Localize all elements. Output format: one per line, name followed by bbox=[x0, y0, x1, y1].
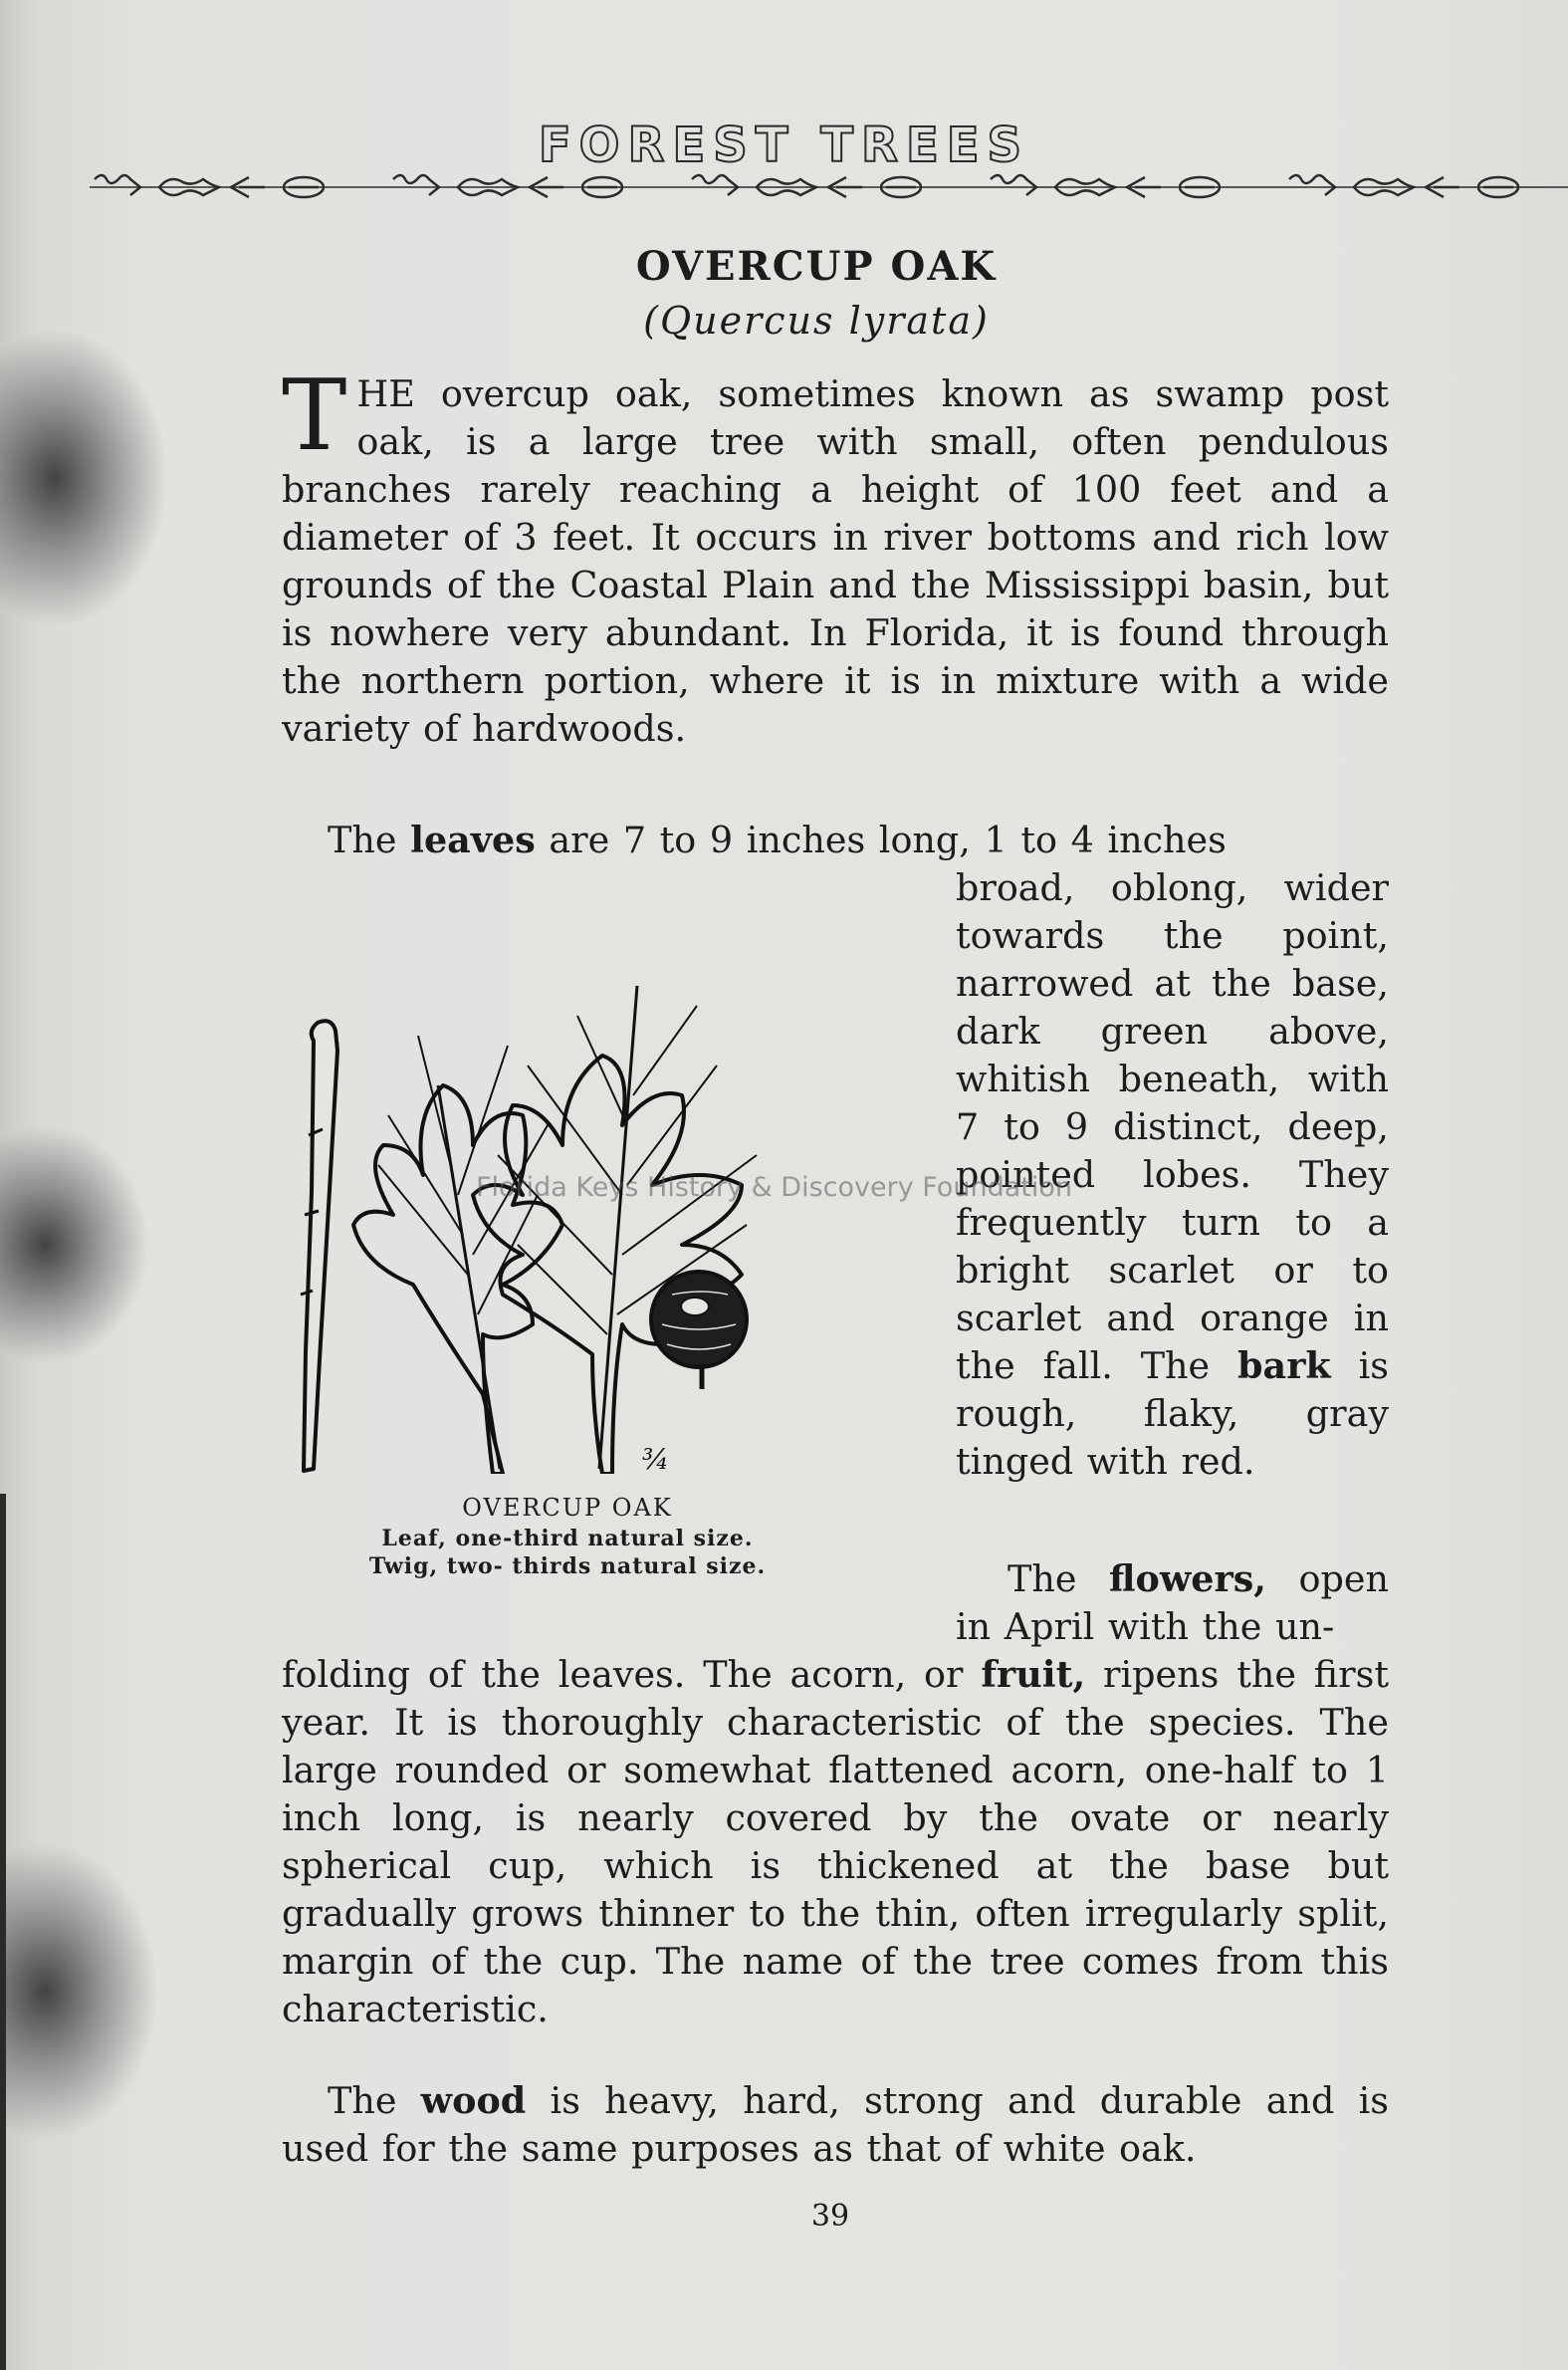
fraction-mark: ¾ bbox=[642, 1443, 670, 1474]
intro-text: HE overcup oak, sometimes known as swamp post oak, is a large tree with small, often pendulous branches rarely reaching a height of 100 feet and a diameter of 3 feet. It occurs in river bottoms and rich low grounds of the Coastal Plain and the Mississippi basin, but is nowhere very abundant. In Florida, it is found through the northern portion, where it is in mixture with a wide variety of hardwoods. bbox=[282, 372, 1389, 750]
leaves-lead: The bbox=[328, 819, 397, 861]
wood-lead: The bbox=[328, 2079, 397, 2122]
flowers-continued-b: ripens the first year. It is thoroughly characteristic of the species. The large rounded or somewhat flattened acorn, one-half to 1 inch long, is nearly covered by the ovate or nearly spherical cup, which is thickened at the base but gradually grows thinner to the thin, often irregularly split, margin of the cup. The name of the tree comes from this characteristic. bbox=[282, 1653, 1389, 2030]
burn-stain bbox=[0, 1842, 159, 2141]
watermark: Florida Keys History & Discovery Foundation bbox=[476, 1172, 1072, 1203]
scientific-name: (Quercus lyrata) bbox=[643, 299, 990, 343]
wood-paragraph bbox=[282, 2077, 1389, 2173]
wood-term: wood bbox=[420, 2079, 527, 2122]
running-head: FOREST TREES bbox=[538, 118, 1030, 173]
decorative-border bbox=[90, 167, 1568, 207]
page-number: 39 bbox=[810, 2199, 850, 2234]
page-edge-shadow bbox=[0, 1494, 6, 2370]
flowers-term: flowers, bbox=[1109, 1557, 1267, 1600]
figure-caption-twig: Twig, two- thirds natural size. bbox=[368, 1553, 767, 1579]
leaves-first-line: are 7 to 9 inches long, 1 to 4 inches bbox=[549, 819, 1227, 861]
intro-paragraph bbox=[282, 359, 1389, 753]
drop-cap: T bbox=[282, 359, 347, 473]
leaves-term: leaves bbox=[410, 819, 536, 861]
wood-text: is heavy, hard, strong and durable and is used for the same purposes as that of white oak. bbox=[282, 2079, 1389, 2170]
bark-term: bark bbox=[1237, 1344, 1331, 1387]
figure-caption-title: OVERCUP OAK bbox=[462, 1494, 673, 1522]
burn-stain bbox=[0, 1125, 149, 1364]
burn-stain bbox=[0, 329, 169, 627]
fruit-term: fruit, bbox=[981, 1653, 1086, 1696]
page-title: OVERCUP OAK bbox=[635, 243, 998, 290]
figure-caption-leaf: Leaf, one-third natural size. bbox=[381, 1526, 754, 1551]
bark-text: is rough, flaky, gray tinged with red. bbox=[956, 1344, 1389, 1483]
flowers-paragraph-start bbox=[956, 1555, 1389, 1651]
flowers-text: open in April with the un- bbox=[956, 1557, 1389, 1648]
leaves-wrapped-text: broad, oblong, wider towards the point, narrowed at the base, dark green above, whitish beneath, with 7 to 9 distinct, deep, pointed lobes. They frequently turn to a bright scarlet or to scarlet and orange in the fall. The bbox=[956, 866, 1389, 1387]
flowers-lead: The bbox=[1008, 1557, 1077, 1600]
flowers-continued-a: folding of the leaves. The acorn, or bbox=[282, 1653, 964, 1696]
leaves-paragraph-start bbox=[282, 817, 1389, 864]
flowers-paragraph-continued bbox=[282, 1651, 1389, 2033]
